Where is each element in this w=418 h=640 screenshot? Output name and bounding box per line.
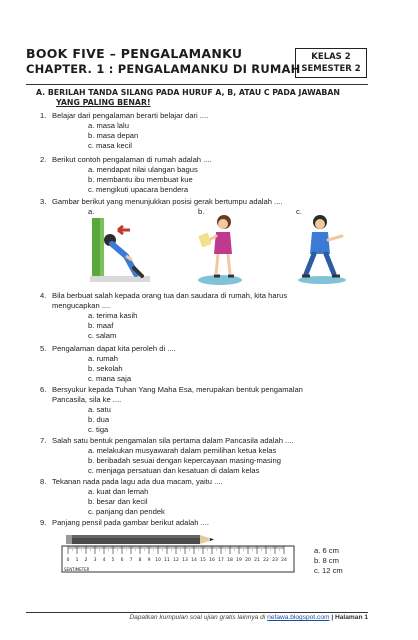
section-instruction xyxy=(36,88,366,108)
option[interactable]: c. mana saja xyxy=(88,374,132,383)
option[interactable]: a. satu xyxy=(88,405,111,414)
option[interactable]: a. xyxy=(88,207,95,216)
picture-wall-lean xyxy=(90,216,160,284)
question-number: 9. xyxy=(40,518,47,527)
ruler-number: 5 xyxy=(111,558,115,563)
option[interactable]: a. mendapat nilai ulangan bagus xyxy=(88,165,198,174)
question-number: 1. xyxy=(40,111,47,120)
option[interactable]: c. 12 cm xyxy=(314,566,343,575)
question-text: Tekanan nada pada lagu ada dua macam, yaitu .... xyxy=(52,477,223,486)
option[interactable]: a. masa lalu xyxy=(88,121,129,130)
ruler-number: 2 xyxy=(84,558,88,563)
option[interactable]: a. rumah xyxy=(88,354,118,363)
ruler-number: 11 xyxy=(164,558,170,563)
option[interactable]: a. kuat dan lemah xyxy=(88,487,149,496)
ruler-number: 12 xyxy=(173,558,179,563)
option[interactable]: b. xyxy=(198,207,205,216)
book-title: BOOK FIVE – PENGALAMANKU xyxy=(26,46,243,61)
option[interactable]: c. menjaga persatuan dan kesatuan di dalam kelas xyxy=(88,466,260,475)
option[interactable]: b. membantu ibu membuat kue xyxy=(88,175,193,184)
footer xyxy=(26,614,368,621)
question-number: 6. xyxy=(40,385,47,394)
option[interactable]: b. maaf xyxy=(88,321,114,330)
question-text: Berikut contoh pengalaman di rumah adalah .... xyxy=(52,155,212,164)
option[interactable]: b. masa depan xyxy=(88,131,139,140)
option[interactable]: b. beribadah sesuai dengan kepercayaan masing-masing xyxy=(88,456,281,465)
picture-boy-running xyxy=(292,212,354,286)
header-divider xyxy=(26,84,368,85)
ruler-number: 4 xyxy=(102,558,106,563)
footer-link[interactable]: riefawa.blogspot.com xyxy=(267,614,330,621)
option[interactable]: c. panjang dan pendek xyxy=(88,507,165,516)
ruler-number: 16 xyxy=(209,558,215,563)
ruler-number: 19 xyxy=(236,558,242,563)
option[interactable]: c. xyxy=(296,207,302,216)
question-number: 2. xyxy=(40,155,47,164)
ruler-number: 3 xyxy=(93,558,97,563)
ruler-number: 15 xyxy=(200,558,206,563)
option[interactable]: a. melakukan musyawarah dalam pemilihan ketua kelas xyxy=(88,446,277,455)
question-6-cont: Pancasila, sila ke .... xyxy=(52,395,122,404)
ruler-number: 21 xyxy=(254,558,260,563)
ruler-number: 7 xyxy=(129,558,133,563)
question-text: Belajar dari pengalaman berarti belajar dari .... xyxy=(52,111,209,120)
ruler-number: 8 xyxy=(138,558,142,563)
picture-girl-standing xyxy=(190,212,250,286)
question-number: 8. xyxy=(40,477,47,486)
question-text: Bila berbuat salah kepada orang tua dan saudara di rumah, kita harus xyxy=(52,291,288,300)
page-number: | Halaman 1 xyxy=(331,614,368,621)
ruler-label: SENTIMETER xyxy=(64,567,90,572)
chapter-title: CHAPTER. 1 : PENGALAMANKU DI RUMAH xyxy=(26,62,301,76)
question-number: 5. xyxy=(40,344,47,353)
question-number: 4. xyxy=(40,291,47,300)
ruler-number: 6 xyxy=(120,558,124,563)
option[interactable]: b. besar dan kecil xyxy=(88,497,148,506)
ruler-number: 1 xyxy=(75,558,79,563)
question-4-cont: mengucapkan .... xyxy=(52,301,111,310)
question-text: Panjang pensil pada gambar berikut adalah .... xyxy=(52,518,210,527)
ruler-number: 0 xyxy=(66,558,70,563)
ruler-number: 10 xyxy=(155,558,161,563)
question-number: 7. xyxy=(40,436,47,445)
question-number: 3. xyxy=(40,197,47,206)
pencil-ruler-picture xyxy=(60,532,296,576)
option[interactable]: c. tiga xyxy=(88,425,109,434)
question-text: Gambar berikut yang menunjukkan posisi gerak bertumpu adalah .... xyxy=(52,197,283,206)
option[interactable]: b. 8 cm xyxy=(314,556,339,565)
ruler-number: 13 xyxy=(182,558,188,563)
question-text: Pengalaman dapat kita peroleh di .... xyxy=(52,344,176,353)
option[interactable]: a. 6 cm xyxy=(314,546,339,555)
ruler-number: 14 xyxy=(191,558,197,563)
option[interactable]: b. dua xyxy=(88,415,110,424)
option[interactable]: a. terima kasih xyxy=(88,311,138,320)
semester-label: SEMESTER 2 xyxy=(301,64,361,74)
footer-divider xyxy=(26,612,368,613)
ruler-number: 23 xyxy=(272,558,278,563)
question-text: Salah satu bentuk pengamalan sila pertama dalam Pancasila adalah .... xyxy=(52,436,294,445)
option[interactable]: c. masa kecil xyxy=(88,141,132,150)
ruler-number: 17 xyxy=(218,558,224,563)
grade-box xyxy=(295,48,367,78)
footer-text: Dapatkan kumpulan soal ujian gratis lainnya di xyxy=(129,614,266,621)
option[interactable]: c. salam xyxy=(88,331,117,340)
ruler-number: 18 xyxy=(227,558,233,563)
ruler-number: 22 xyxy=(263,558,269,563)
option[interactable]: c. mengikuti upacara bendera xyxy=(88,185,189,194)
ruler-number: 20 xyxy=(245,558,251,563)
section-instruction-line2: YANG PALING BENAR! xyxy=(56,98,151,107)
option[interactable]: b. sekolah xyxy=(88,364,123,373)
ruler-number: 24 xyxy=(281,558,287,563)
grade-label: KELAS 2 xyxy=(311,52,351,62)
question-text: Bersyukur kepada Tuhan Yang Maha Esa, merupakan bentuk pengamalan xyxy=(52,385,303,394)
ruler-number: 9 xyxy=(147,558,151,563)
section-instruction-line1: A. BERILAH TANDA SILANG PADA HURUF A, B, ATAU C PADA JAWABAN xyxy=(36,88,340,97)
